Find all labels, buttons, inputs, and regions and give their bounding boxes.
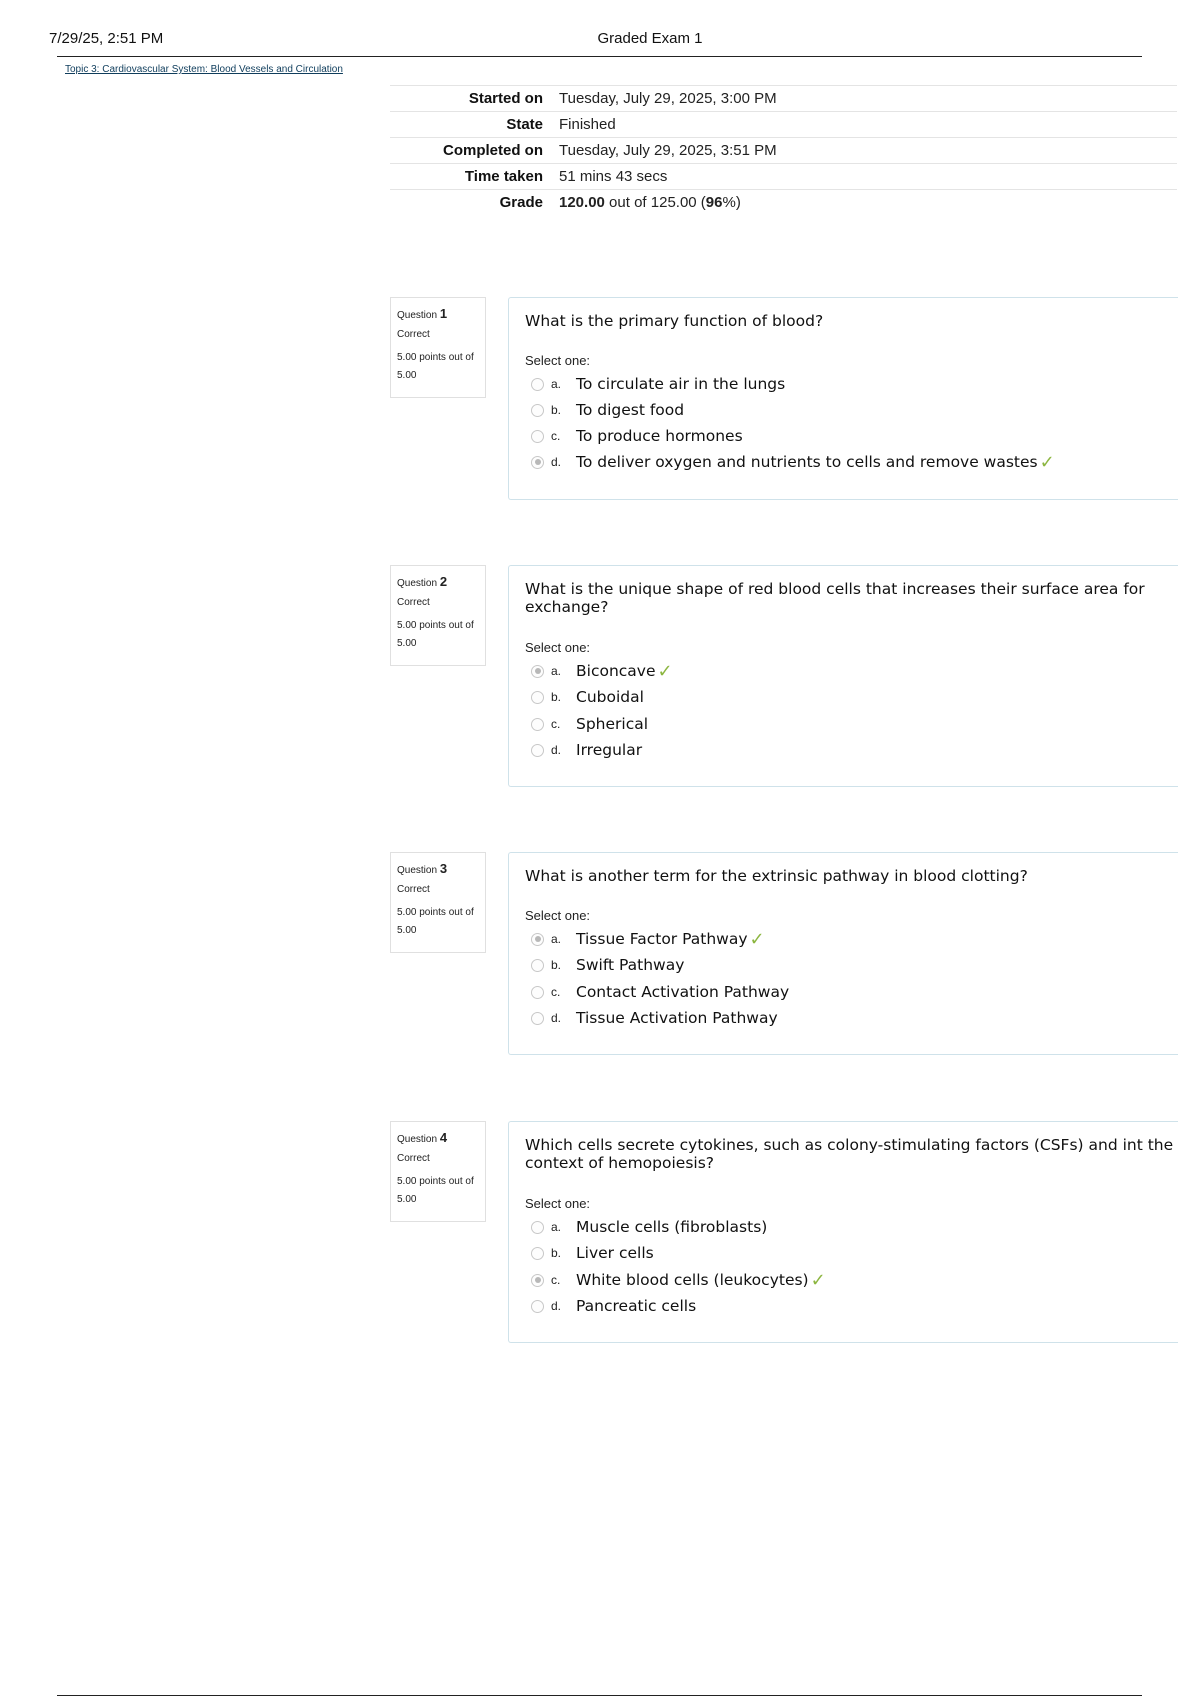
question-content-4 (508, 1121, 1178, 1343)
option-text: To deliver oxygen and nutrients to cells and remove wastes (576, 453, 1038, 471)
summary-label: Grade (390, 190, 559, 216)
radio-button[interactable] (531, 378, 544, 391)
checkmark-icon: ✓ (749, 928, 765, 950)
page-title: Graded Exam 1 (597, 30, 703, 47)
option-letter: a. (551, 377, 562, 391)
option-letter: c. (551, 717, 561, 731)
question-info-1 (390, 297, 486, 398)
option-letter: a. (551, 932, 562, 946)
question-info-4 (390, 1121, 486, 1222)
radio-button[interactable] (531, 1300, 544, 1313)
radio-button[interactable] (531, 691, 544, 704)
radio-button[interactable] (531, 404, 544, 417)
summary-value: Tuesday, July 29, 2025, 3:51 PM (559, 138, 1177, 164)
option-letter: b. (551, 1246, 562, 1260)
question-text: What is another term for the extrinsic pathway in blood clotting? (525, 867, 1028, 885)
answer-option[interactable] (531, 1295, 696, 1317)
summary-row-time-taken (390, 164, 1177, 190)
question-text: What is the unique shape of red blood cells that increases their surface area for exchange? (525, 580, 1145, 616)
summary-value: Finished (559, 112, 1177, 138)
question-text: Which cells secrete cytokines, such as colony-stimulating factors (CSFs) and int the context of hemopoiesis? (525, 1136, 1174, 1172)
radio-button-selected[interactable] (531, 933, 544, 946)
option-text: To produce hormones (576, 427, 743, 445)
radio-button[interactable] (531, 1247, 544, 1260)
answer-option-selected[interactable] (531, 451, 1055, 473)
option-text: Contact Activation Pathway (576, 983, 790, 1001)
footer-divider (57, 1695, 1142, 1696)
radio-button[interactable] (531, 430, 544, 443)
question-number-label: Question 4 (397, 1130, 448, 1145)
radio-button[interactable] (531, 1221, 544, 1234)
answer-option-selected[interactable] (531, 928, 765, 950)
select-one-prompt: Select one: (525, 1196, 591, 1211)
radio-button-selected[interactable] (531, 456, 544, 469)
option-text: Swift Pathway (576, 956, 685, 974)
option-letter: b. (551, 690, 562, 704)
answer-option-selected[interactable] (531, 660, 673, 682)
option-text: Cuboidal (576, 688, 644, 706)
option-text: Pancreatic cells (576, 1297, 697, 1315)
option-text: White blood cells (leukocytes) (576, 1271, 809, 1289)
question-info-3 (390, 852, 486, 953)
answer-option[interactable] (531, 1216, 767, 1238)
option-letter: a. (551, 1220, 562, 1234)
question-number-label: Question 3 (397, 861, 448, 876)
answer-option[interactable] (531, 739, 642, 761)
grade-suffix: %) (722, 194, 741, 211)
summary-label: Completed on (390, 138, 559, 164)
option-text: Liver cells (576, 1244, 654, 1262)
grade-value (559, 190, 1177, 216)
select-one-prompt: Select one: (525, 353, 591, 368)
question-number-label: Question 2 (397, 574, 448, 589)
checkmark-icon: ✓ (657, 660, 673, 682)
answer-option-selected[interactable] (531, 1269, 826, 1291)
question-info-2 (390, 565, 486, 666)
breadcrumb-link[interactable]: Topic 3: Cardiovascular System: Blood Vessels and Circulation (65, 64, 343, 75)
answer-option[interactable] (531, 981, 789, 1003)
question-text: What is the primary function of blood? (525, 312, 824, 330)
answer-option[interactable] (531, 373, 785, 395)
summary-label: State (390, 112, 559, 138)
select-one-prompt: Select one: (525, 908, 591, 923)
option-text: Muscle cells (fibroblasts) (576, 1218, 768, 1236)
option-letter: d. (551, 455, 562, 469)
option-text: To circulate air in the lungs (576, 375, 786, 393)
summary-label: Started on (390, 86, 559, 112)
option-letter: d. (551, 1011, 562, 1025)
header-divider (57, 56, 1142, 57)
radio-button[interactable] (531, 986, 544, 999)
radio-button-selected[interactable] (531, 1274, 544, 1287)
option-letter: a. (551, 664, 562, 678)
option-letter: d. (551, 743, 562, 757)
option-letter: d. (551, 1299, 562, 1313)
print-datetime: 7/29/25, 2:51 PM (49, 30, 164, 47)
summary-value: Tuesday, July 29, 2025, 3:00 PM (559, 86, 1177, 112)
answer-option[interactable] (531, 1242, 654, 1264)
option-letter: c. (551, 985, 561, 999)
answer-option[interactable] (531, 954, 684, 976)
question-state: Correct (397, 597, 430, 608)
option-letter: b. (551, 403, 562, 417)
answer-option[interactable] (531, 1007, 778, 1029)
summary-value: 51 mins 43 secs (559, 164, 1177, 190)
attempt-summary-table (390, 85, 1177, 215)
radio-button[interactable] (531, 1012, 544, 1025)
summary-label: Time taken (390, 164, 559, 190)
radio-button[interactable] (531, 959, 544, 972)
question-number-label: Question 1 (397, 306, 448, 321)
option-text: Biconcave (576, 662, 656, 680)
summary-row-completed (390, 138, 1177, 164)
summary-row-grade (390, 190, 1177, 216)
summary-row-state (390, 112, 1177, 138)
grade-score: 120.00 (559, 194, 605, 211)
question-state: Correct (397, 1153, 430, 1164)
checkmark-icon: ✓ (1039, 451, 1055, 473)
question-points: 5.00 points out of 5.00 (397, 620, 474, 649)
question-points: 5.00 points out of 5.00 (397, 1176, 474, 1205)
option-text: Tissue Factor Pathway (576, 930, 748, 948)
option-text: Spherical (576, 715, 649, 733)
question-content-1 (508, 297, 1178, 500)
question-content-2 (508, 565, 1178, 787)
option-letter: c. (551, 429, 561, 443)
answer-option[interactable] (531, 713, 648, 735)
option-letter: b. (551, 958, 562, 972)
radio-button[interactable] (531, 718, 544, 731)
question-content-3 (508, 852, 1178, 1055)
grade-percent: 96 (705, 194, 723, 211)
summary-row-started (390, 86, 1177, 112)
option-text: Tissue Activation Pathway (576, 1009, 778, 1027)
question-points: 5.00 points out of 5.00 (397, 352, 474, 381)
option-letter: c. (551, 1273, 561, 1287)
answer-option[interactable] (531, 399, 684, 421)
grade-out-of: out of 125.00 ( (604, 194, 706, 211)
question-state: Correct (397, 884, 430, 895)
radio-button-selected[interactable] (531, 665, 544, 678)
question-state: Correct (397, 329, 430, 340)
question-points: 5.00 points out of 5.00 (397, 907, 474, 936)
answer-option[interactable] (531, 425, 743, 447)
select-one-prompt: Select one: (525, 640, 591, 655)
checkmark-icon: ✓ (810, 1269, 826, 1291)
radio-button[interactable] (531, 744, 544, 757)
option-text: To digest food (576, 401, 685, 419)
option-text: Irregular (576, 741, 643, 759)
answer-option[interactable] (531, 686, 644, 708)
